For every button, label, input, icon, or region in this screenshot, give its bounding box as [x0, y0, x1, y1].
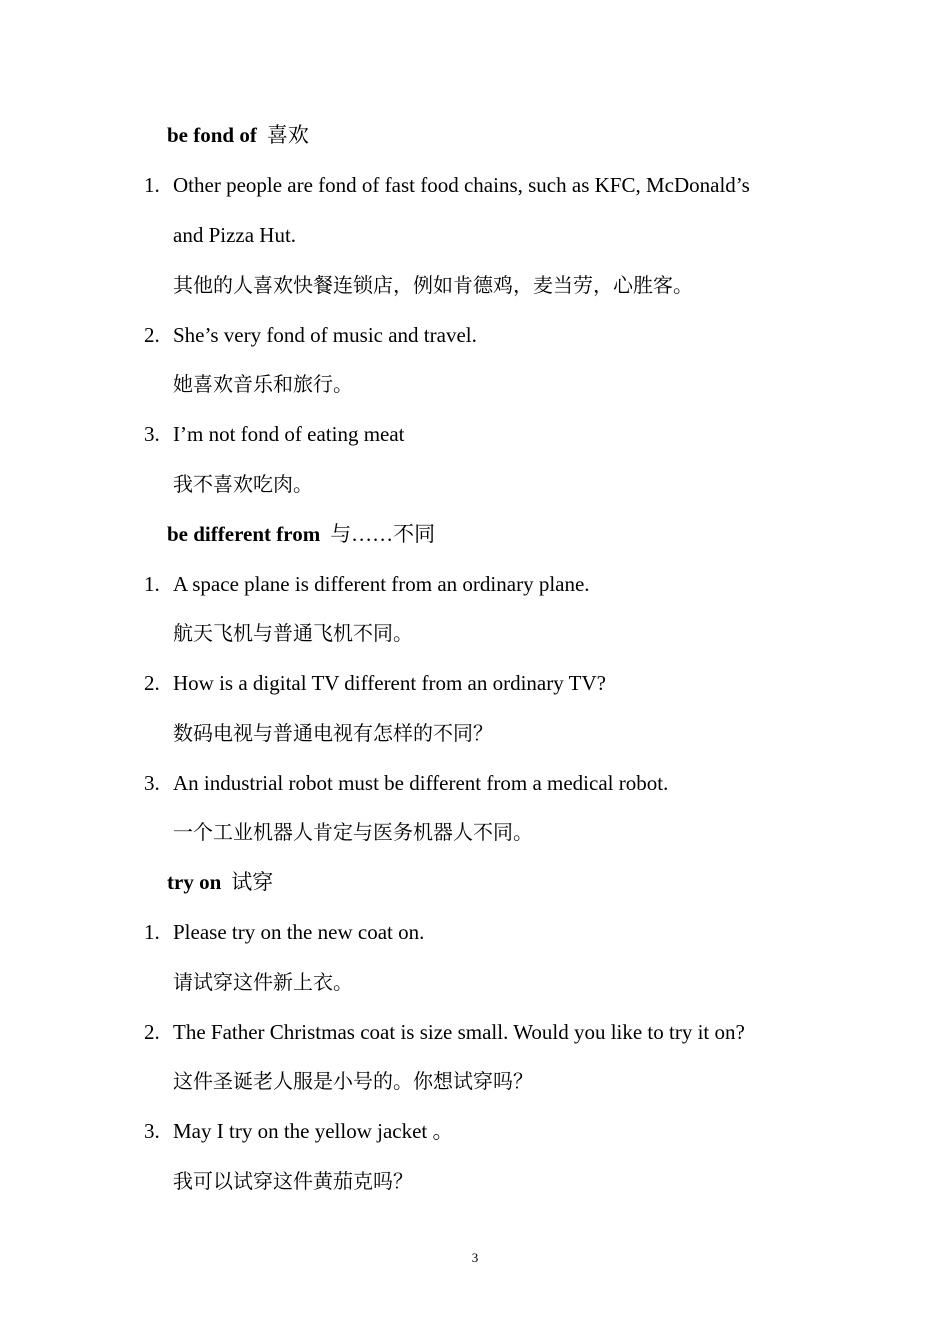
- example-english: An industrial robot must be different from a medical robot.: [173, 771, 669, 795]
- example-chinese: 航天飞机与普通飞机不同。: [173, 621, 413, 645]
- phrase-meaning: 试穿: [231, 870, 274, 894]
- example-number: 2.: [144, 1020, 160, 1044]
- phrase-term: be fond of: [167, 123, 257, 147]
- example-number: 1.: [144, 173, 160, 197]
- example-number: 3.: [144, 422, 160, 446]
- page-number: 3: [471, 1250, 479, 1265]
- phrase-term: be different from: [167, 522, 321, 546]
- example-chinese: 我不喜欢吃肉。: [173, 472, 313, 496]
- example-number: 3.: [144, 771, 160, 795]
- example-chinese: 这件圣诞老人服是小号的。你想试穿吗？: [173, 1069, 533, 1093]
- section-heading-be-fond-of: [167, 122, 309, 148]
- example-number: 3.: [144, 1119, 160, 1143]
- example-english: She’s very fond of music and travel.: [173, 323, 477, 347]
- example-english: and Pizza Hut.: [173, 223, 297, 247]
- example-english: May I try on the yellow jacket 。: [173, 1119, 454, 1143]
- example-chinese: 数码电视与普通电视有怎样的不同？: [173, 721, 493, 745]
- example-english: I’m not fond of eating meat: [173, 422, 405, 446]
- example-english: The Father Christmas coat is size small. Would you like to try it on?: [173, 1020, 745, 1044]
- example-number: 1.: [144, 572, 160, 596]
- example-number: 2.: [144, 671, 160, 695]
- example-chinese: 一个工业机器人肯定与医务机器人不同。: [173, 820, 533, 844]
- section-heading-try-on: [167, 869, 273, 895]
- example-english: A space plane is different from an ordinary plane.: [173, 572, 590, 596]
- example-number: 2.: [144, 323, 160, 347]
- example-english: How is a digital TV different from an ordinary TV?: [173, 671, 606, 695]
- example-english: Other people are fond of fast food chains, such as KFC, McDonald’s: [173, 173, 750, 197]
- phrase-term: try on: [167, 870, 222, 894]
- section-heading-be-different-from: [167, 521, 435, 547]
- example-chinese: 请试穿这件新上衣。: [173, 970, 353, 994]
- example-chinese: 我可以试穿这件黄茄克吗？: [173, 1169, 413, 1193]
- phrase-meaning: 与……不同: [330, 522, 436, 546]
- example-english: Please try on the new coat on.: [173, 920, 425, 944]
- example-number: 1.: [144, 920, 160, 944]
- example-chinese: 她喜欢音乐和旅行。: [173, 372, 353, 396]
- phrase-meaning: 喜欢: [266, 123, 309, 147]
- example-chinese: 其他的人喜欢快餐连锁店，例如肯德鸡，麦当劳，心胜客。: [173, 273, 693, 297]
